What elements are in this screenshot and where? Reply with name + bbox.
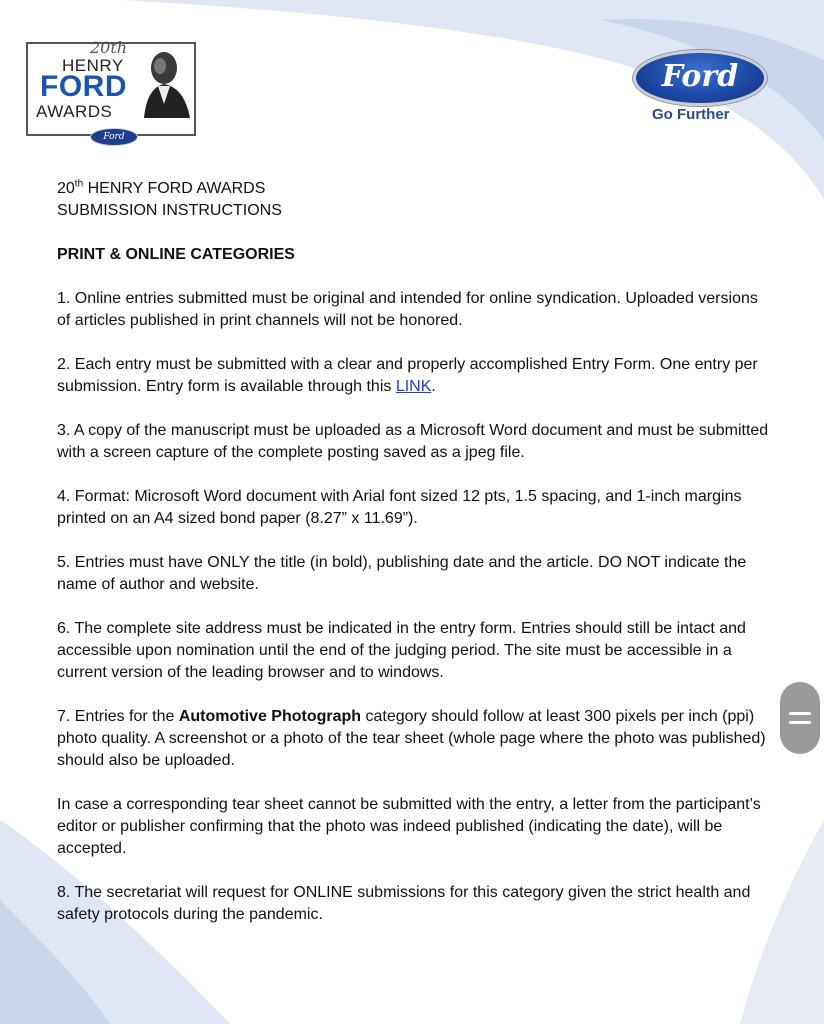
logo-anniversary: 20th — [90, 38, 128, 57]
go-further-tagline: Go Further — [652, 106, 730, 123]
item-6: 6. The complete site address must be indicated in the entry form. Entries should still be intact and accessible upon nomination until the end of the judging period. The site must be accessible in a current version of the leading browser and to windows. — [57, 620, 746, 681]
mini-ford-oval-icon: Ford — [90, 128, 138, 146]
item-7-note: In case a corresponding tear sheet cannot be submitted with the entry, a letter from the participant’s editor or publisher confirming that the photo was indeed published (indicating the date), will be accepted. — [57, 796, 761, 857]
section-title: PRINT & ONLINE CATEGORIES — [57, 246, 295, 263]
item-5: 5. Entries must have ONLY the title (in bold), publishing date and the article. DO NOT indicate the name of author and website. — [57, 554, 747, 593]
ford-oval-logo: Ford — [633, 50, 767, 106]
scroll-handle-icon[interactable] — [780, 682, 820, 754]
item-8: 8. The secretariat will request for ONLINE submissions for this category given the strict health and safety protocols during the pandemic. — [57, 884, 751, 923]
item-1: 1. Online entries submitted must be original and intended for online syndication. Uploaded versions of articles published in print channels will not be honored. — [57, 290, 758, 329]
item-2: 2. Each entry must be submitted with a clear and properly accomplished Entry Form. One entry per submission. Entry form is available through this LINK. — [57, 356, 758, 395]
henry-ford-portrait-icon — [134, 48, 192, 118]
logo-henry: HENRY — [62, 56, 124, 75]
logo-awards: AWARDS — [36, 102, 113, 121]
item-3: 3. A copy of the manuscript must be uploaded as a Microsoft Word document and must be submitted with a screen capture of the complete posting saved as a jpeg file. — [57, 422, 769, 461]
document-body — [57, 178, 773, 926]
doc-title-line2: SUBMISSION INSTRUCTIONS — [57, 202, 282, 219]
henry-ford-awards-logo — [26, 38, 196, 142]
item-7: 7. Entries for the Automotive Photograph category should follow at least 300 pixels per inch (ppi) photo quality. A screenshot or a photo of the tear sheet (whole page where the photo was published) should also be uploaded. — [57, 708, 766, 769]
doc-title-line1: 20th HENRY FORD AWARDS — [57, 178, 266, 197]
item-4: 4. Format: Microsoft Word document with Arial font sized 12 pts, 1.5 spacing, and 1-inch margins printed on an A4 sized bond paper (8.27” x 11.69”). — [57, 488, 742, 527]
entry-form-link[interactable]: LINK — [395, 378, 432, 395]
logo-ford: FORD — [40, 70, 127, 103]
